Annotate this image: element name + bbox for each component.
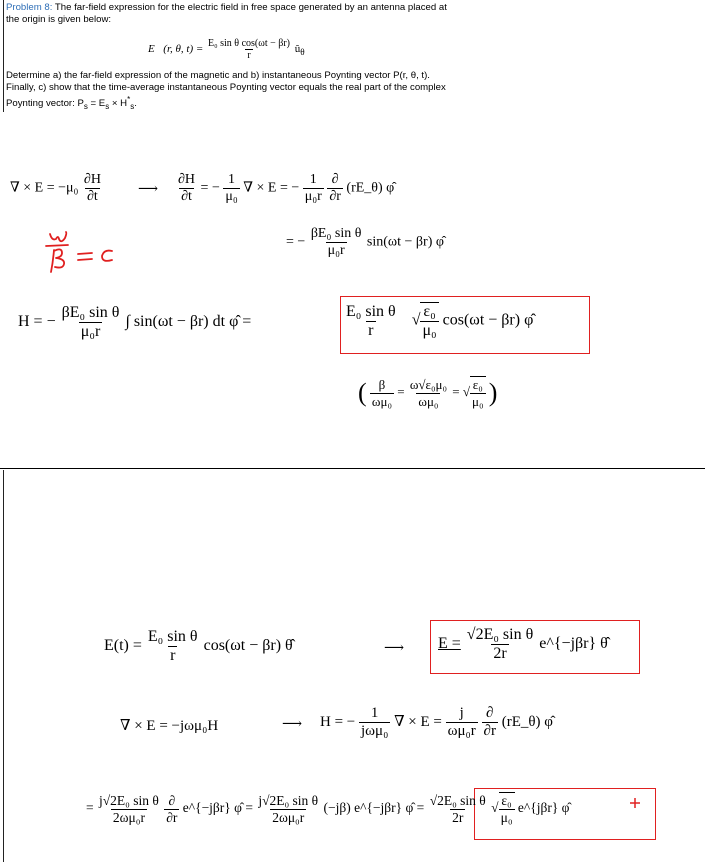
problem-label: Problem 8: bbox=[6, 2, 53, 13]
margin-rule-bottom bbox=[3, 470, 4, 862]
handwritten-text: ω/β = c bbox=[36, 226, 40, 227]
margin-rule-top bbox=[3, 0, 4, 112]
page-separator bbox=[0, 468, 705, 469]
problem-line-5: Poynting vector: $P_s = E_s \times H^*_s$. bbox=[6, 95, 137, 112]
ratio-identity: ( $\frac{\beta}{\text{ωμ₀}}$ = $\frac{\text{ω√ε₀μ₀}}{\text{ωμ₀}}$ = √ $\frac{\text{ε₀}}{\text{μ₀}}$ ) bbox=[358, 376, 498, 409]
handwritten-omega-over-beta-equals-c bbox=[36, 226, 136, 278]
problem-statement bbox=[6, 2, 696, 26]
H-phasor: H = − $\frac{1}{\text{jωμ₀}}$ ∇ × E = $\frac{j}{\text{ωμ₀r}}$ $\frac{\partial}{\partial r}$ (rE_θ) φ̂ bbox=[320, 705, 553, 739]
problem-line-1: Problem 8: The far-field expression for the electric field in free space generated by an antenna placed at bbox=[6, 2, 447, 13]
E-phasor: E = $\frac{\text{√2E₀ sin θ}}{2r}$ e^{−jβr} θ̂ bbox=[438, 626, 608, 662]
arrow-3: ⟶ bbox=[282, 717, 303, 732]
problem-line-4: Finally, c) show that the time-average instantaneous Poynting vector equals the real part of the complex bbox=[6, 82, 446, 93]
problem-line-2: the origin is given below: bbox=[6, 14, 112, 25]
arrow-2: ⟶ bbox=[384, 641, 405, 656]
curl-faraday: ∇ × E = −μ₀ $\frac{\partial H}{\partial t}$ bbox=[10, 172, 101, 204]
problem-line-3: Determine a) the far-field expression of the magnetic and b) instantaneous Poynting vector P(r, θ, t). bbox=[6, 70, 430, 81]
problem-statement-2 bbox=[6, 70, 696, 113]
dHdt-step2: = − $\frac{\text{βE₀ sin θ}}{\text{μ₀r}}$ sin(ωt − βr) φ̂ bbox=[286, 226, 444, 258]
H-phasor-expansion: = $\frac{\text{j√2E₀ sin θ}}{\text{2ωμ₀r}}$ $\frac{\partial}{\partial r}$ e^{−jβr} φ̂ = $\frac{\text{j√2E₀ sin θ}}{\text{2ωμ₀r}}$ (−jβ) e^{−jβr} φ̂ = $\frac{\text{√2E₀ sin θ}}{2r}$ √ $\frac{\text{ε₀}}{\text{μ₀}}$ e^{jβr} φ̂ bbox=[86, 792, 570, 825]
curl-phasor: ∇ × E = −jωμ₀H bbox=[120, 718, 219, 734]
dHdt-expression: $\frac{\partial H}{\partial t}$ = − $\frac{1}{\text{μ₀}}$ ∇ × E = − $\frac{1}{\text{μ₀r}}$ $\frac{\partial}{\partial r}$ (rE_θ) φ̂ bbox=[178, 172, 395, 204]
arrow-1: ⟶ bbox=[138, 182, 159, 197]
given-equation: E⃗(r, θ, t) = $\frac{\text{E₀ sin θ cos(ωt − βr)}}{r}$ $û_\theta$ bbox=[148, 38, 305, 61]
E-time-domain: E(t) = $\frac{\text{E₀ sin θ}}{r}$ cos(ωt − βr) θ̂ bbox=[104, 628, 293, 664]
H-integral: H = − $\frac{\text{βE₀ sin θ}}{\text{μ₀r}}$ ∫ sin(ωt − βr) dt φ̂ = bbox=[18, 304, 252, 340]
handwritten-strike-mark bbox=[628, 796, 642, 810]
H-result: $\frac{\text{E₀ sin θ}}{r}$ √ $\frac{\text{ε₀}}{\text{μ₀}}$ cos(ωt − βr) φ̂ bbox=[346, 302, 534, 339]
